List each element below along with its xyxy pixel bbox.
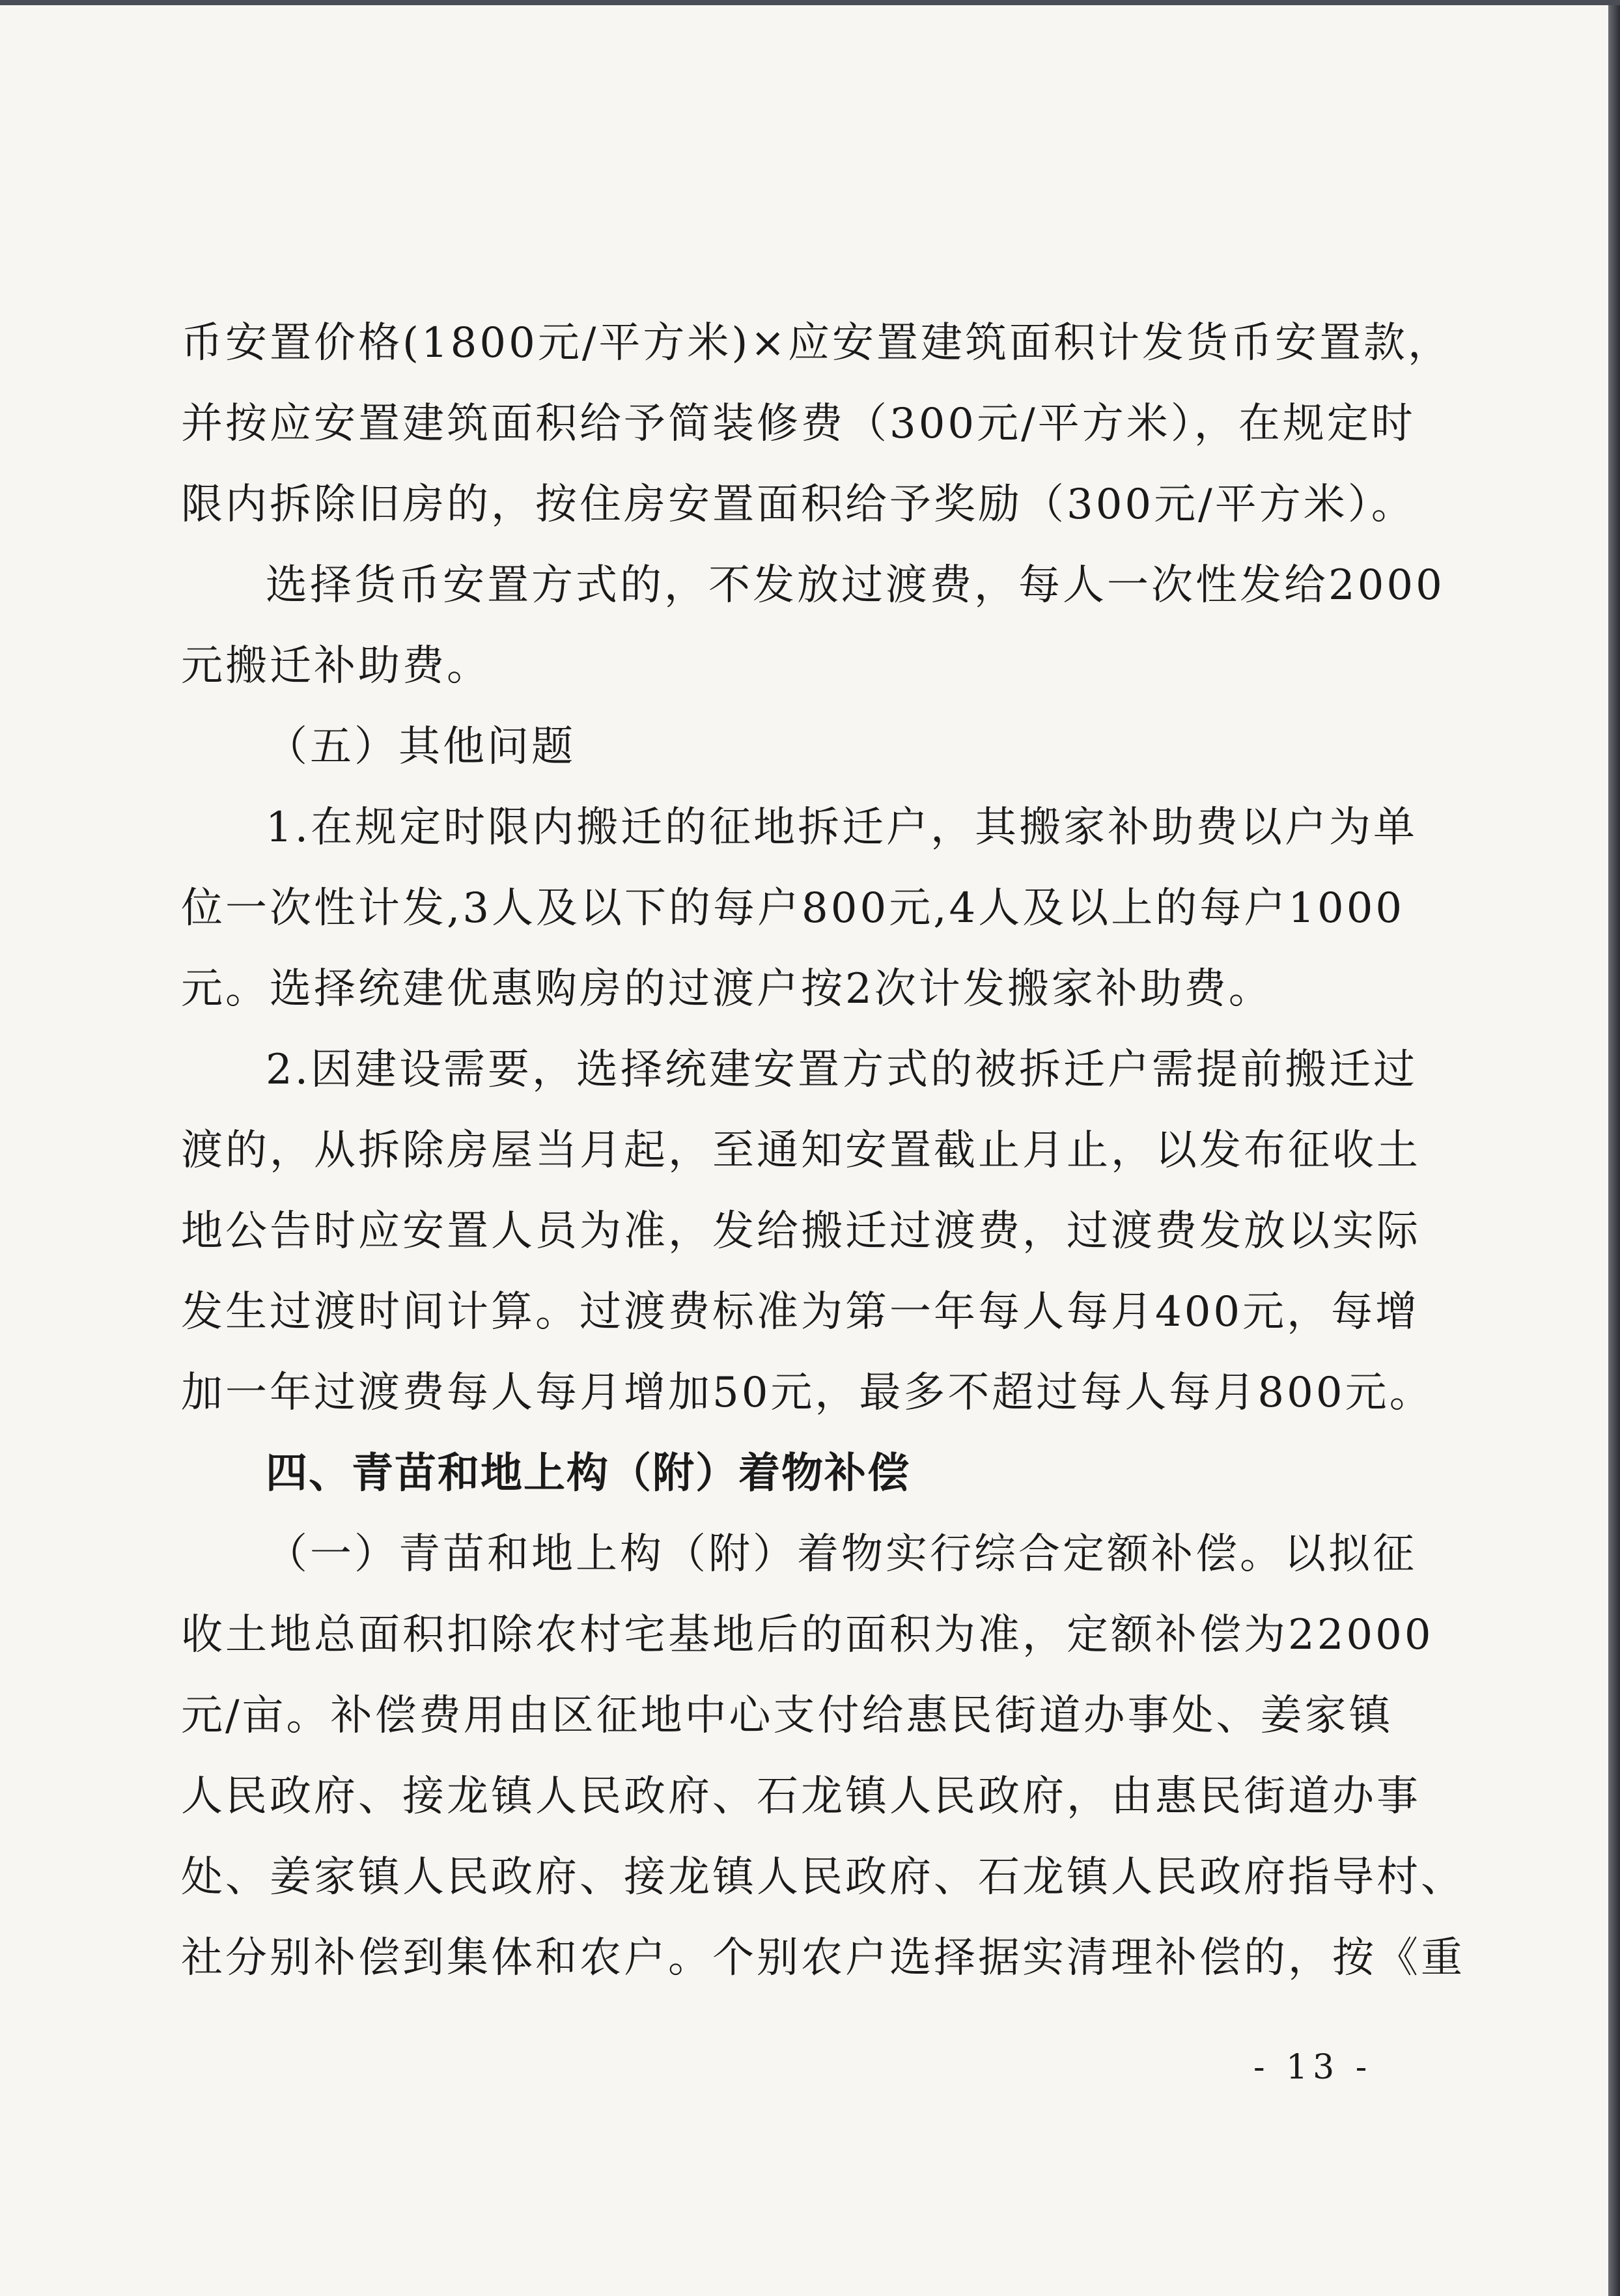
text-line: 人民政府、接龙镇人民政府、石龙镇人民政府，由惠民街道办事 [181,1772,1421,1821]
text-line: 元。选择统建优惠购房的过渡户按2次计发搬家补助费。 [181,965,1273,1013]
text-line: 渡的，从拆除房屋当月起，至通知安置截止月止，以发布征收土 [181,1127,1421,1175]
text-line: 元/亩。补偿费用由区征地中心支付给惠民街道办事处、姜家镇 [181,1692,1393,1740]
text-line: 加一年过渡费每人每月增加50元，最多不超过每人每月800元。 [181,1369,1434,1417]
text-line: 并按应安置建筑面积给予简装修费（300元/平方米），在规定时 [181,400,1416,448]
text-line: 地公告时应安置人员为准，发给搬迁过渡费，过渡费发放以实际 [181,1207,1421,1255]
text-line: （一）青苗和地上构（附）着物实行综合定额补偿。以拟征 [266,1530,1417,1578]
section-heading: 四、青苗和地上构（附）着物补偿 [266,1449,910,1498]
page-number: - 13 - [1253,2048,1373,2087]
text-line: 1.在规定时限内搬迁的征地拆迁户，其搬家补助费以户为单 [266,804,1418,852]
text-line: 币安置价格(1800元/平方米)×应安置建筑面积计发货币安置款， [181,319,1452,367]
text-line: 选择货币安置方式的，不发放过渡费，每人一次性发给2000 [266,561,1445,609]
text-line: 位一次性计发,3人及以下的每户800元,4人及以上的每户1000 [181,884,1405,932]
text-line: 社分别补偿到集体和农户。个别农户选择据实清理补偿的，按《重 [181,1934,1465,1982]
scan-edge-shadow [1608,5,1620,2296]
text-line: 元搬迁补助费。 [181,642,491,690]
text-line: 处、姜家镇人民政府、接龙镇人民政府、石龙镇人民政府指导村、 [181,1853,1465,1901]
body-text [181,303,1465,1998]
text-line: 发生过渡时间计算。过渡费标准为第一年每人每月400元，每增 [181,1288,1420,1336]
text-line: 收土地总面积扣除农村宅基地后的面积为准，定额补偿为22000 [181,1611,1434,1659]
text-line: 限内拆除旧房的，按住房安置面积给予奖励（300元/平方米）。 [181,481,1416,529]
section-subheading: （五）其他问题 [266,723,576,771]
text-line: 2.因建设需要，选择统建安置方式的被拆迁户需提前搬迁过 [266,1046,1418,1094]
